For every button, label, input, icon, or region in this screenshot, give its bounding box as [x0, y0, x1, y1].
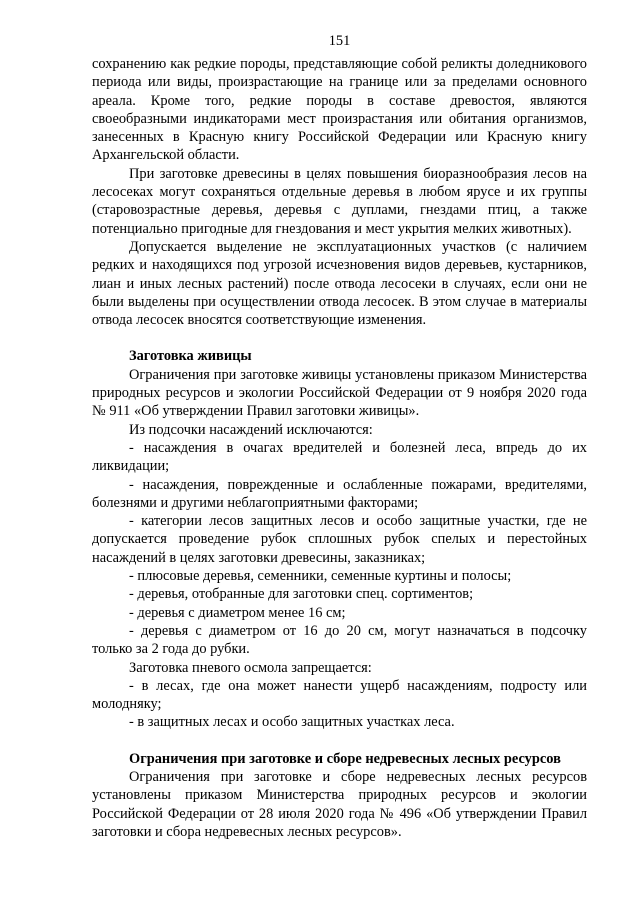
paragraph-biodiversity: При заготовке древесины в целях повышения биоразнообразия лесов на лесосеках могут сохраняться отдельные деревья в любом ярусе и их группы (старовозрастные деревья, деревья с дуплами, гнездами птиц, а также потенциально пригодные для гнездования и мест укрытия мелких животных).	[92, 165, 587, 237]
list-item-exclusion: - деревья, отобранные для заготовки спец. сортиментов;	[129, 586, 474, 603]
list-item-exclusion: - категории лесов защитных лесов и особо защитные участки, где не допускается проведение рубок сплошных рубок спелых и перестойных насаждений в целях заготовки древесины, заказниках;	[92, 513, 587, 566]
list-item-osmol: - в защитных лесах и особо защитных участках леса.	[129, 714, 455, 731]
list-item-exclusion: - насаждения, поврежденные и ослабленные пожарами, вредителями, болезнями и другими неблагоприятными факторами;	[92, 476, 587, 511]
paragraph-resin-intro: Ограничения при заготовке живицы установлены приказом Министерства природных ресурсов и экологии Российской Федерации от 9 ноября 2020 года № 911 «Об утверждении Правил заготовки живицы».	[92, 366, 587, 420]
paragraph-non-exploitation-areas: Допускается выделение не эксплуатационных участков (с наличием редких и находящихся под угрозой исчезновения видов деревьев, кустарников, лиан и иных лесных растений) после отвода лесосеки в случаях, если они не были выделены при осуществлении отвода лесосек. В этом случае в материалы отвода лесосек вносятся соответствующие изменения.	[92, 238, 587, 329]
list-item-exclusion: - деревья с диаметром от 16 до 20 см, могут назначаться в подсочку только за 2 года до рубки.	[92, 622, 587, 658]
list-item-exclusion: - насаждения в очагах вредителей и болезней леса, впредь до их ликвидации;	[92, 439, 587, 475]
paragraph-non-wood: Ограничения при заготовке и сборе недревесных лесных ресурсов установлены приказом Министерства природных ресурсов и экологии Российской Федерации от 28 июля 2020 года № 496 «Об утверждении Правил заготовки и сбора недревесных лесных ресурсов».	[92, 768, 587, 840]
list-item-osmol: - в лесах, где она может нанести ущерб насаждениям, подросту или молодняку;	[92, 677, 587, 713]
page-number: 151	[328, 33, 351, 49]
list-item-exclusion: - плюсовые деревья, семенники, семенные куртины и полосы;	[129, 568, 512, 585]
section-heading-resin: Заготовка живицы	[129, 348, 252, 365]
paragraph-exclusions-intro: Из подсочки насаждений исключаются:	[129, 421, 373, 438]
section-heading-non-wood: Ограничения при заготовке и сборе недревесных лесных ресурсов	[129, 750, 561, 767]
paragraph-osmol-intro: Заготовка пневого осмола запрещается:	[129, 659, 372, 676]
document-page	[92, 32, 587, 841]
section-gap	[92, 329, 587, 347]
paragraph-rare-species: сохранению как редкие породы, представляющие собой реликты доледникового периода или виды, произрастающие на границе или за пределами основного ареала. Кроме того, редкие породы в составе древостоя, являются своеобразными индикаторами мест произрастания или обитания организмов, занесенных в Красную книгу Российской Федерации или Красную книгу Архангельской области.	[92, 56, 587, 164]
section-gap	[92, 732, 587, 750]
list-item-exclusion: - деревья с диаметром менее 16 см;	[129, 604, 346, 621]
